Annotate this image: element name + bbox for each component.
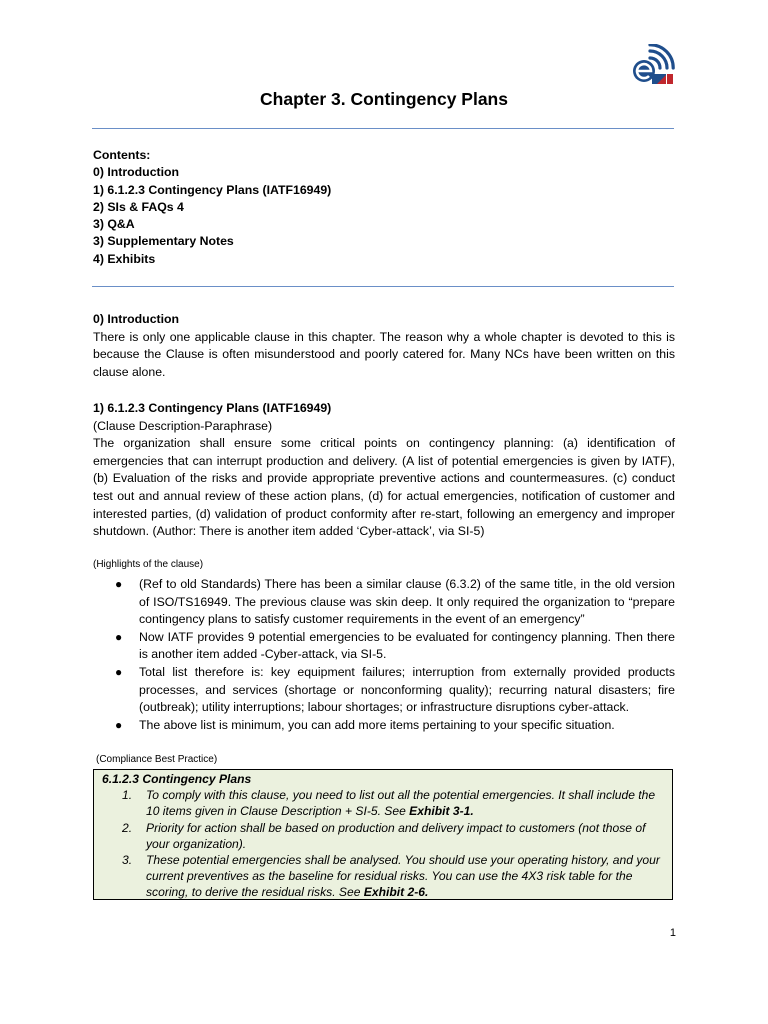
divider-contents — [92, 286, 674, 287]
divider-top — [92, 128, 674, 129]
highlights-label: (Highlights of the clause) — [93, 559, 204, 570]
exhibit-reference: Exhibit 3-1. — [409, 804, 474, 819]
clause-body: The organization shall ensure some critical points on contingency planning: (a) identification of emergencies that can interrupt production and delivery. (A list of potential emergencies is given by IATF), (b) Evaluation of the risks and provide appropriate preventive actions and countermeasures. (c) conduct test out and annual review of these action plans, (d) for actual emergencies, notification of customer and interested parties, (d) validation of product conformity after re-start, following an emergency and improper shutdown. (Author: There is another item added ‘Cyber-attack’, via SI-5) — [93, 436, 675, 539]
list-item — [100, 820, 666, 852]
box-heading: 6.1.2.3 Contingency Plans — [102, 772, 252, 786]
best-practice-label: (Compliance Best Practice) — [96, 754, 218, 765]
list-item — [93, 717, 675, 735]
list-item — [100, 787, 666, 819]
best-practice-box — [93, 769, 673, 900]
table-of-contents — [93, 147, 683, 268]
list-item-text: To comply with this clause, you need to list out all the potential emergencies. It shall include the 10 items given in Clause Description + SI-5. See — [146, 788, 656, 819]
contents-item[interactable]: 3) Supplementary Notes — [93, 234, 234, 249]
best-practice-list — [100, 787, 666, 900]
introduction-section — [93, 311, 675, 381]
contents-item[interactable]: 4) Exhibits — [93, 251, 156, 266]
clause-subheading: (Clause Description-Paraphrase) — [93, 418, 273, 433]
contents-item[interactable]: 1) 6.1.2.3 Contingency Plans (IATF16949) — [93, 182, 332, 197]
list-item — [100, 852, 666, 901]
contents-item[interactable]: 3) Q&A — [93, 217, 135, 232]
list-number: 1. — [122, 788, 133, 803]
highlights-list — [93, 576, 675, 734]
list-item — [93, 576, 675, 629]
list-item-text: Total list therefore is: key equipment failures; interruption from externally provided products processes, and services (shortage or nonconforming quality); recurring natural disasters; fire (outbreak); utility interruptions; labour shortages; or infrastructure disruptions cyber-attack. — [139, 664, 675, 715]
list-number: 3. — [122, 853, 133, 868]
page-number: 1 — [669, 927, 676, 939]
bullet-icon: ● — [115, 577, 123, 591]
bullet-icon: ● — [115, 629, 123, 644]
clause-section — [93, 400, 675, 541]
list-item-text: The above list is minimum, you can add more items pertaining to your specific situation. — [139, 717, 615, 732]
contents-item[interactable]: 2) SIs & FAQs 4 — [93, 199, 184, 214]
introduction-heading: 0) Introduction — [93, 312, 180, 326]
contents-heading: Contents: — [93, 148, 151, 162]
highlights-section — [93, 558, 675, 734]
exhibit-reference: Exhibit 2-6. — [363, 885, 429, 900]
list-number: 2. — [122, 820, 133, 835]
list-item — [93, 664, 675, 717]
company-logo — [630, 44, 676, 88]
list-item-text: Now IATF provides 9 potential emergencies to be evaluated for contingency planning. Then there is another item added -Cyber-attack, via SI-5. — [139, 629, 675, 662]
clause-heading: 1) 6.1.2.3 Contingency Plans (IATF16949) — [93, 401, 332, 415]
list-item-text: (Ref to old Standards) There has been a similar clause (6.3.2) of the same title, in the old version of ISO/TS16949. The previous clause was skin deep. It only required the organization to “prepare contingency plans to satisfy customer requirements in the event of an emergency” — [139, 577, 675, 627]
contents-item[interactable]: 0) Introduction — [93, 165, 180, 180]
bullet-icon: ● — [115, 664, 123, 679]
bullet-icon: ● — [115, 717, 123, 732]
page-title: Chapter 3. Contingency Plans — [260, 89, 508, 109]
list-item-text: Priority for action shall be based on production and delivery impact to customers (not those of your organization). — [146, 820, 646, 851]
introduction-body: There is only one applicable clause in this chapter. The reason why a whole chapter is devoted to this is because the Clause is often misunderstood and poorly catered for. Many NCs have been written on this clause alone. — [93, 329, 675, 379]
list-item-text: These potential emergencies shall be analysed. You should use your operating history, and your current preventives as the baseline for residual risks. You can use the 4X3 risk table for the scoring, to derive the residual risks. See — [146, 853, 660, 900]
list-item — [93, 629, 675, 664]
